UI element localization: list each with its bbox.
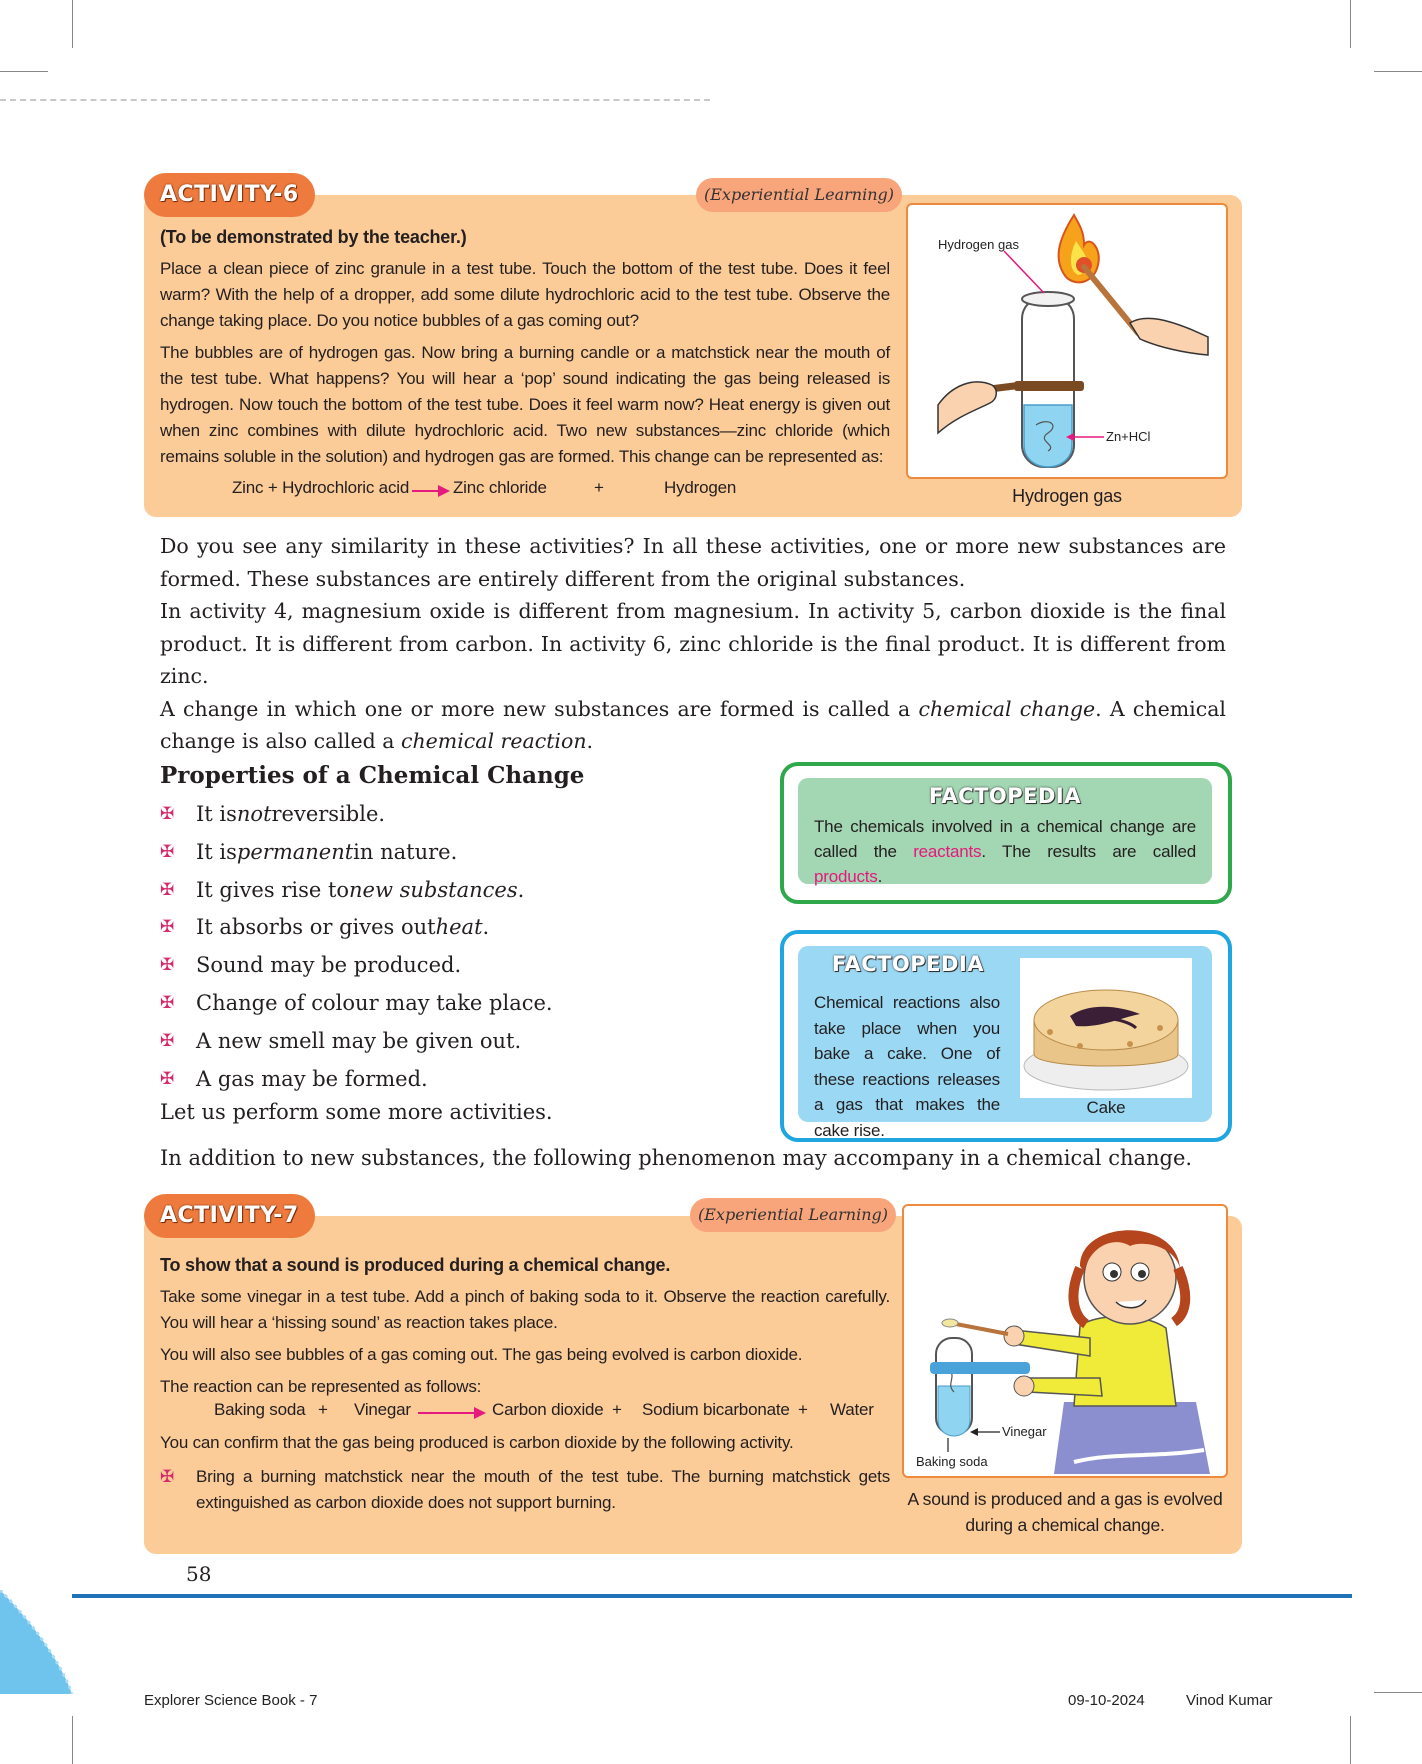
transition-text: In addition to new substances, the following phenomenon may accompany in a chemical change.	[160, 1146, 1193, 1170]
crop-mark	[72, 1716, 73, 1764]
factopedia-inner	[798, 946, 1212, 1140]
crop-mark	[72, 0, 73, 48]
factopedia-cake-box	[780, 930, 1232, 1142]
activity-7-heading: To show that a sound is produced during a chemical change.	[160, 1255, 671, 1275]
hydrogen-gas-figure	[906, 203, 1228, 479]
footer-book-title: Explorer Science Book - 7	[144, 1692, 318, 1709]
body-para-1: Do you see any similarity in these activities? In all these activities, one or more new substances are formed. These substances are entirely different from the original substances.	[160, 534, 1226, 591]
footer-rule	[72, 1594, 1352, 1598]
factopedia-cake-text: Chemical reactions also take place when you bake a cake. One of these reactions releases a gas that makes the cake rise.	[814, 993, 1000, 1140]
cross-bullet-icon: ✠	[160, 879, 175, 900]
equation-product-3: Water	[830, 1400, 874, 1419]
activity-7-para2: You will also see bubbles of a gas coming out. The gas being evolved is carbon dioxide.	[160, 1345, 803, 1364]
factopedia-text-part: The chemicals involved in a chemical change are called the	[814, 817, 1196, 861]
body-para-3-text: A change in which one or more new substances are formed is called a	[160, 696, 919, 721]
crop-mark	[1350, 0, 1351, 48]
properties-closing: Let us perform some more activities.	[160, 1100, 553, 1124]
properties-list-item	[160, 909, 553, 947]
item-text: A new smell may be given out.	[196, 1028, 522, 1053]
sound-figure-caption: A sound is produced and a gas is evolved during a chemical change.	[907, 1489, 1223, 1535]
body-para-3-text: .	[586, 729, 594, 753]
activity-7-para1: Take some vinegar in a test tube. Add a pinch of baking soda to it. Observe the reaction carefully. You will hear a ‘hissing sound’ as reaction takes place.	[160, 1287, 890, 1332]
properties-list-item	[160, 985, 553, 1023]
hydrogen-figure-caption: Hydrogen gas	[1012, 486, 1122, 506]
girl-with-test-tube-illustration	[904, 1206, 1226, 1476]
cake-image	[1020, 958, 1192, 1098]
term-reactants: reactants	[913, 842, 982, 861]
arrow-right-icon	[418, 1406, 488, 1420]
cake-illustration	[1020, 958, 1192, 1098]
term-products: products	[814, 867, 878, 886]
properties-list	[160, 796, 553, 1098]
item-text: .	[482, 915, 490, 940]
item-emphasis: not	[236, 802, 272, 826]
arrow-right-icon	[412, 484, 452, 498]
figure-label-hydrogen: Hydrogen gas	[938, 237, 1019, 252]
factopedia-text-part: . The results are called	[981, 842, 1196, 861]
cross-bullet-icon: ✠	[160, 955, 175, 976]
activity-7-tag: ACTIVITY-7	[144, 1194, 315, 1238]
activity-6-para2: The bubbles are of hydrogen gas. Now bring a burning candle or a matchstick near the mouth of the test tube. What happens? You will hear a ‘pop’ sound indicating the gas being released is hydrogen. Now touch the bottom of the test tube. Does it feel warm now? Heat energy is given out when zinc combines with dilute hydrochloric acid. Two new substances—zinc chloride (which remains soluble in the solution) and hydrogen gas are formed. This change can be represented as:	[160, 343, 890, 466]
item-text: It is	[196, 839, 237, 864]
figure-label-vinegar: Vinegar	[1002, 1424, 1047, 1439]
activity-7-bullet	[160, 1464, 890, 1516]
equation-product-2: Sodium bicarbonate	[642, 1400, 790, 1419]
figure-label-baking-soda: Baking soda	[916, 1454, 988, 1469]
hydrogen-test-illustration	[908, 205, 1226, 477]
equation-plus: +	[594, 478, 604, 497]
cross-bullet-icon: ✠	[160, 917, 175, 938]
equation-reactants: Zinc + Hydrochloric acid	[232, 478, 410, 497]
item-text: It absorbs or gives out	[196, 915, 436, 940]
item-emphasis: heat	[435, 915, 483, 940]
properties-title: Properties of a Chemical Change	[160, 762, 585, 789]
cross-bullet-icon: ✠	[160, 992, 175, 1013]
activity-7-para4: You can confirm that the gas being produced is carbon dioxide by the following activity.	[160, 1433, 794, 1452]
term-chemical-change: chemical change	[918, 696, 1096, 721]
equation-reactant-2: Vinegar	[354, 1400, 411, 1419]
activity-6-equation	[232, 478, 812, 506]
item-text: Change of colour may take place.	[196, 990, 553, 1015]
factopedia-reactants-box	[780, 762, 1232, 904]
factopedia-inner	[798, 778, 1212, 884]
activity-7-para3: The reaction can be represented as follows:	[160, 1377, 482, 1396]
properties-list-item	[160, 1061, 553, 1099]
item-text: Sound may be produced.	[196, 953, 462, 978]
item-text: reversible.	[271, 802, 386, 826]
equation-product-1: Zinc chloride	[453, 478, 547, 497]
figure-label-zn-hcl: Zn+HCl	[1106, 429, 1151, 444]
cross-bullet-icon: ✠	[160, 1030, 175, 1051]
item-emphasis: permanent	[236, 839, 354, 864]
sound-chemical-change-figure	[902, 1204, 1228, 1478]
crop-mark	[1374, 1692, 1422, 1693]
equation-product-2: Hydrogen	[664, 478, 737, 497]
item-text: It gives rise to	[196, 877, 350, 902]
activity-6-tag: ACTIVITY-6	[144, 173, 315, 217]
activity-7-text	[160, 1252, 890, 1406]
equation-plus: +	[798, 1400, 808, 1419]
activity-6-para1: Place a clean piece of zinc granule in a test tube. Touch the bottom of the test tube. Does it feel warm? With the help of a dropper, add some dilute hydrochloric acid to the test tube. Observe the change taking place. Do you notice bubbles of a gas coming out?	[160, 259, 890, 330]
equation-plus: +	[318, 1400, 328, 1419]
activity-7-text-lower	[160, 1430, 890, 1462]
properties-list-item	[160, 1023, 553, 1061]
factopedia-text	[814, 814, 1196, 889]
footer-author: Vinod Kumar	[1186, 1692, 1273, 1709]
page-number: 58	[186, 1562, 212, 1586]
properties-list-item	[160, 834, 553, 872]
properties-list-item	[160, 947, 553, 985]
body-text	[160, 530, 1226, 758]
item-text: .	[517, 877, 525, 902]
item-text: It is	[196, 802, 237, 826]
properties-list-item	[160, 796, 553, 834]
equation-product-1: Carbon dioxide	[492, 1400, 604, 1419]
body-para-2: In activity 4, magnesium oxide is different from magnesium. In activity 5, carbon dioxide is the final product. It is different from carbon. In activity 6, zinc chloride is the final product. It is different from zinc.	[160, 599, 1226, 688]
item-emphasis: new substances	[349, 877, 518, 902]
factopedia-text-part: .	[877, 867, 883, 886]
crop-mark	[1374, 71, 1422, 72]
cross-bullet-icon: ✠	[160, 841, 175, 862]
activity-7-bullet-text: Bring a burning matchstick near the mouth of the test tube. The burning matchstick gets extinguished as carbon dioxide does not support burning.	[196, 1467, 890, 1512]
cross-bullet-icon: ✠	[160, 804, 175, 824]
item-text: in nature.	[353, 839, 458, 864]
dashed-guide-line	[0, 99, 710, 101]
factopedia-title: FACTOPEDIA	[832, 952, 985, 976]
body-para-3-text: . A chemical change is also called a	[160, 696, 1226, 753]
corner-decoration	[0, 1590, 80, 1694]
properties-list-item	[160, 872, 553, 910]
activity-6-text	[160, 224, 890, 476]
cross-bullet-icon: ✠	[160, 1068, 175, 1089]
activity-6-heading: (To be demonstrated by the teacher.)	[160, 227, 467, 247]
cross-bullet-icon: ✠	[160, 1467, 175, 1486]
crop-mark	[1350, 1716, 1351, 1764]
item-text: A gas may be formed.	[196, 1066, 428, 1091]
equation-plus: +	[612, 1400, 622, 1419]
equation-reactant-1: Baking soda	[214, 1400, 306, 1419]
factopedia-title: FACTOPEDIA	[928, 784, 1081, 808]
footer-date: 09-10-2024	[1068, 1692, 1145, 1709]
term-chemical-reaction: chemical reaction	[400, 729, 587, 753]
cake-caption: Cake	[1086, 1098, 1126, 1117]
activity-7-learning-tag: (Experiential Learning)	[690, 1198, 896, 1232]
crop-mark	[0, 71, 48, 72]
activity-6-learning-tag: (Experiential Learning)	[696, 178, 902, 212]
activity-7-equation	[214, 1400, 904, 1428]
body-para-3	[160, 693, 1226, 758]
